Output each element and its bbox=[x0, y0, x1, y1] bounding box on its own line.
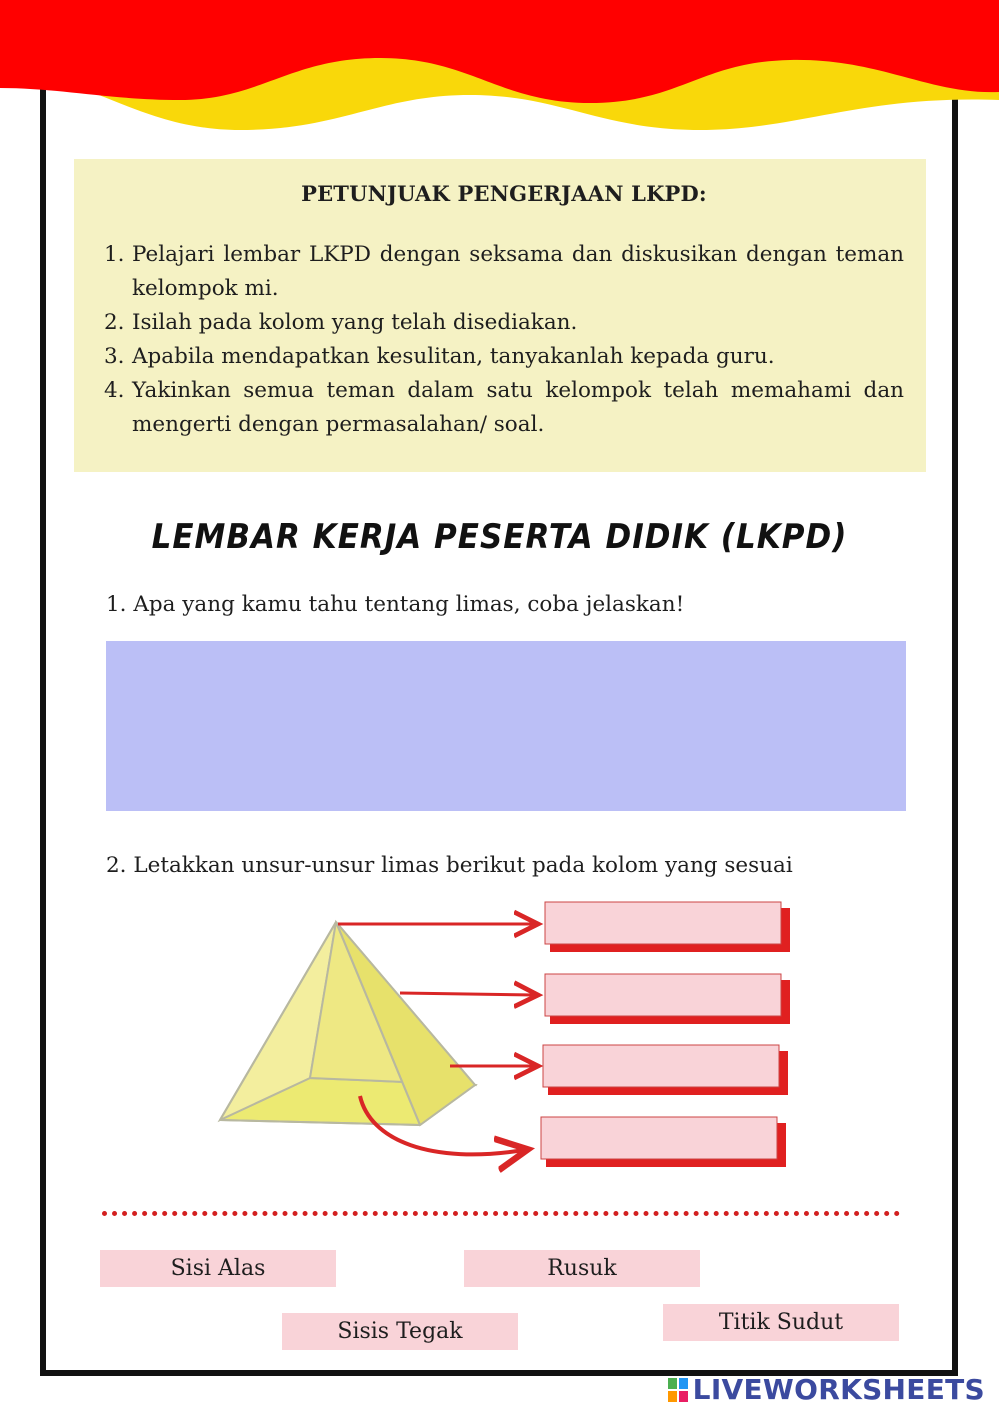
instruction-number: 2. bbox=[104, 310, 125, 335]
arrow-2 bbox=[400, 993, 535, 995]
pyramid-diagram bbox=[210, 900, 810, 1190]
liveworksheets-icon bbox=[667, 1377, 689, 1403]
dotted-divider bbox=[102, 1211, 900, 1216]
question-2: 2. Letakkan unsur-unsur limas berikut pada kolom yang sesuai bbox=[106, 853, 793, 878]
drop-target[interactable] bbox=[543, 1045, 788, 1095]
question-1: 1. Apa yang kamu tahu tentang limas, coba jelaskan! bbox=[106, 592, 685, 617]
instruction-text: Yakinkan semua teman dalam satu kelompok telah memahami dan mengerti dengan permasalahan/ soal. bbox=[132, 378, 904, 437]
brand-name: LIVEWORKSHEETS bbox=[692, 1373, 985, 1406]
instruction-item bbox=[104, 238, 904, 306]
drag-option-sisis-tegak[interactable]: Sisis Tegak bbox=[282, 1313, 518, 1350]
liveworksheets-logo[interactable] bbox=[667, 1373, 985, 1406]
drag-option-rusuk[interactable]: Rusuk bbox=[464, 1250, 700, 1287]
drop-target[interactable] bbox=[545, 902, 790, 952]
drag-option-sisi-alas[interactable]: Sisi Alas bbox=[100, 1250, 336, 1287]
header-wave-decoration bbox=[0, 0, 999, 140]
instruction-item bbox=[104, 306, 904, 340]
instruction-text: Isilah pada kolom yang telah disediakan. bbox=[132, 310, 578, 335]
answer-1-field[interactable] bbox=[106, 641, 906, 811]
instructions-list bbox=[104, 238, 904, 442]
instruction-item bbox=[104, 340, 904, 374]
instruction-number: 4. bbox=[104, 378, 125, 403]
instruction-number: 3. bbox=[104, 344, 125, 369]
worksheet-title: LEMBAR KERJA PESERTA DIDIK (LKPD) bbox=[151, 517, 848, 557]
instruction-number: 1. bbox=[104, 242, 125, 267]
instruction-text: Apabila mendapatkan kesulitan, tanyakanlah kepada guru. bbox=[132, 344, 775, 369]
drop-target[interactable] bbox=[545, 974, 790, 1024]
instruction-text: Pelajari lembar LKPD dengan seksama dan diskusikan dengan teman kelompok mi. bbox=[132, 242, 904, 301]
drag-option-titik-sudut[interactable]: Titik Sudut bbox=[663, 1304, 899, 1341]
pyramid-shape bbox=[220, 922, 475, 1125]
instructions-panel bbox=[74, 159, 926, 472]
instruction-item bbox=[104, 374, 904, 442]
instructions-title: PETUNJUAK PENGERJAAN LKPD: bbox=[301, 181, 707, 206]
drop-target[interactable] bbox=[541, 1117, 786, 1167]
